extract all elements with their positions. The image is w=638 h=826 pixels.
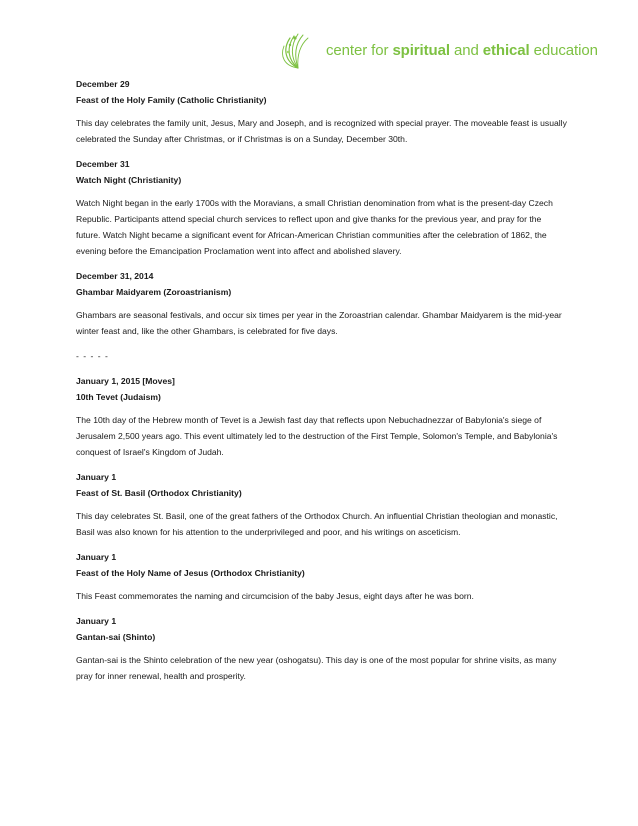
calendar-entry: [76, 469, 568, 540]
calendar-entry: [76, 373, 568, 460]
calendar-entry: [76, 268, 568, 339]
entry-description: This day celebrates the family unit, Jesus, Mary and Joseph, and is recognized with special prayer. The moveable feast is usually celebrated the Sunday after Christmas, or if Christmas is on a Sunday, December 30th.: [76, 118, 567, 144]
entry-description: The 10th day of the Hebrew month of Tevet is a Jewish fast day that reflects upon Nebuchadnezzar of Babylonia's siege of Jerusalem 2,500 years ago. This event ultimately led to the destruction of the First Temple, Solomon's Temple, and Babylonia's conquest of Israel's Kingdom of Judah.: [76, 415, 558, 457]
calendar-entry: [76, 549, 568, 604]
entry-description: Ghambars are seasonal festivals, and occur six times per year in the Zoroastrian calendar. Ghambar Maidyarem is the mid-year winter feast and, like the other Ghambars, is celebrated for five days.: [76, 310, 562, 336]
entry-title: Feast of the Holy Family (Catholic Christianity): [76, 95, 267, 105]
entry-date: December 29: [76, 79, 130, 89]
organization-name: center for spiritual and ethical education: [326, 41, 598, 59]
calendar-entry: [76, 156, 568, 259]
entry-title: Watch Night (Christianity): [76, 175, 182, 185]
entry-date: January 1: [76, 472, 117, 482]
entry-description: Watch Night began in the early 1700s with the Moravians, a small Christian denomination from what is the present-day Czech Republic. Participants attend special church services to reflect upon and give thanks for the previous year, and pray for the future. Watch Night became a significant event for African-American Christian communities after the celebration of 1862, the evening before the Emancipation Proclamation went into affect and abolished slavery.: [76, 198, 553, 256]
entry-date: January 1: [76, 552, 117, 562]
entry-date: December 31: [76, 159, 130, 169]
entry-title: 10th Tevet (Judaism): [76, 392, 161, 402]
entry-title: Feast of St. Basil (Orthodox Christianity): [76, 488, 242, 498]
section-divider: - - - - -: [76, 351, 109, 361]
entry-title: Feast of the Holy Name of Jesus (Orthodox Christianity): [76, 568, 305, 578]
calendar-entries: [76, 76, 568, 693]
calendar-entry: [76, 76, 568, 147]
page-header: [276, 28, 606, 72]
leaf-swirl-icon: [276, 28, 320, 72]
entry-description: Gantan-sai is the Shinto celebration of the new year (oshogatsu). This day is one of the most popular for shrine visits, as many pray for inner renewal, health and prosperity.: [76, 655, 557, 681]
entry-date: December 31, 2014: [76, 271, 154, 281]
entry-date: January 1: [76, 616, 117, 626]
calendar-entry: [76, 613, 568, 684]
entry-title: Gantan-sai (Shinto): [76, 632, 156, 642]
entry-description: This Feast commemorates the naming and circumcision of the baby Jesus, eight days after he was born.: [76, 591, 474, 601]
entry-title: Ghambar Maidyarem (Zoroastrianism): [76, 287, 232, 297]
entry-description: This day celebrates St. Basil, one of the great fathers of the Orthodox Church. An influential Christian theologian and monastic, Basil was also known for his attention to the underprivileged and poor, and his writings on asceticism.: [76, 511, 558, 537]
entry-date: January 1, 2015 [Moves]: [76, 376, 175, 386]
